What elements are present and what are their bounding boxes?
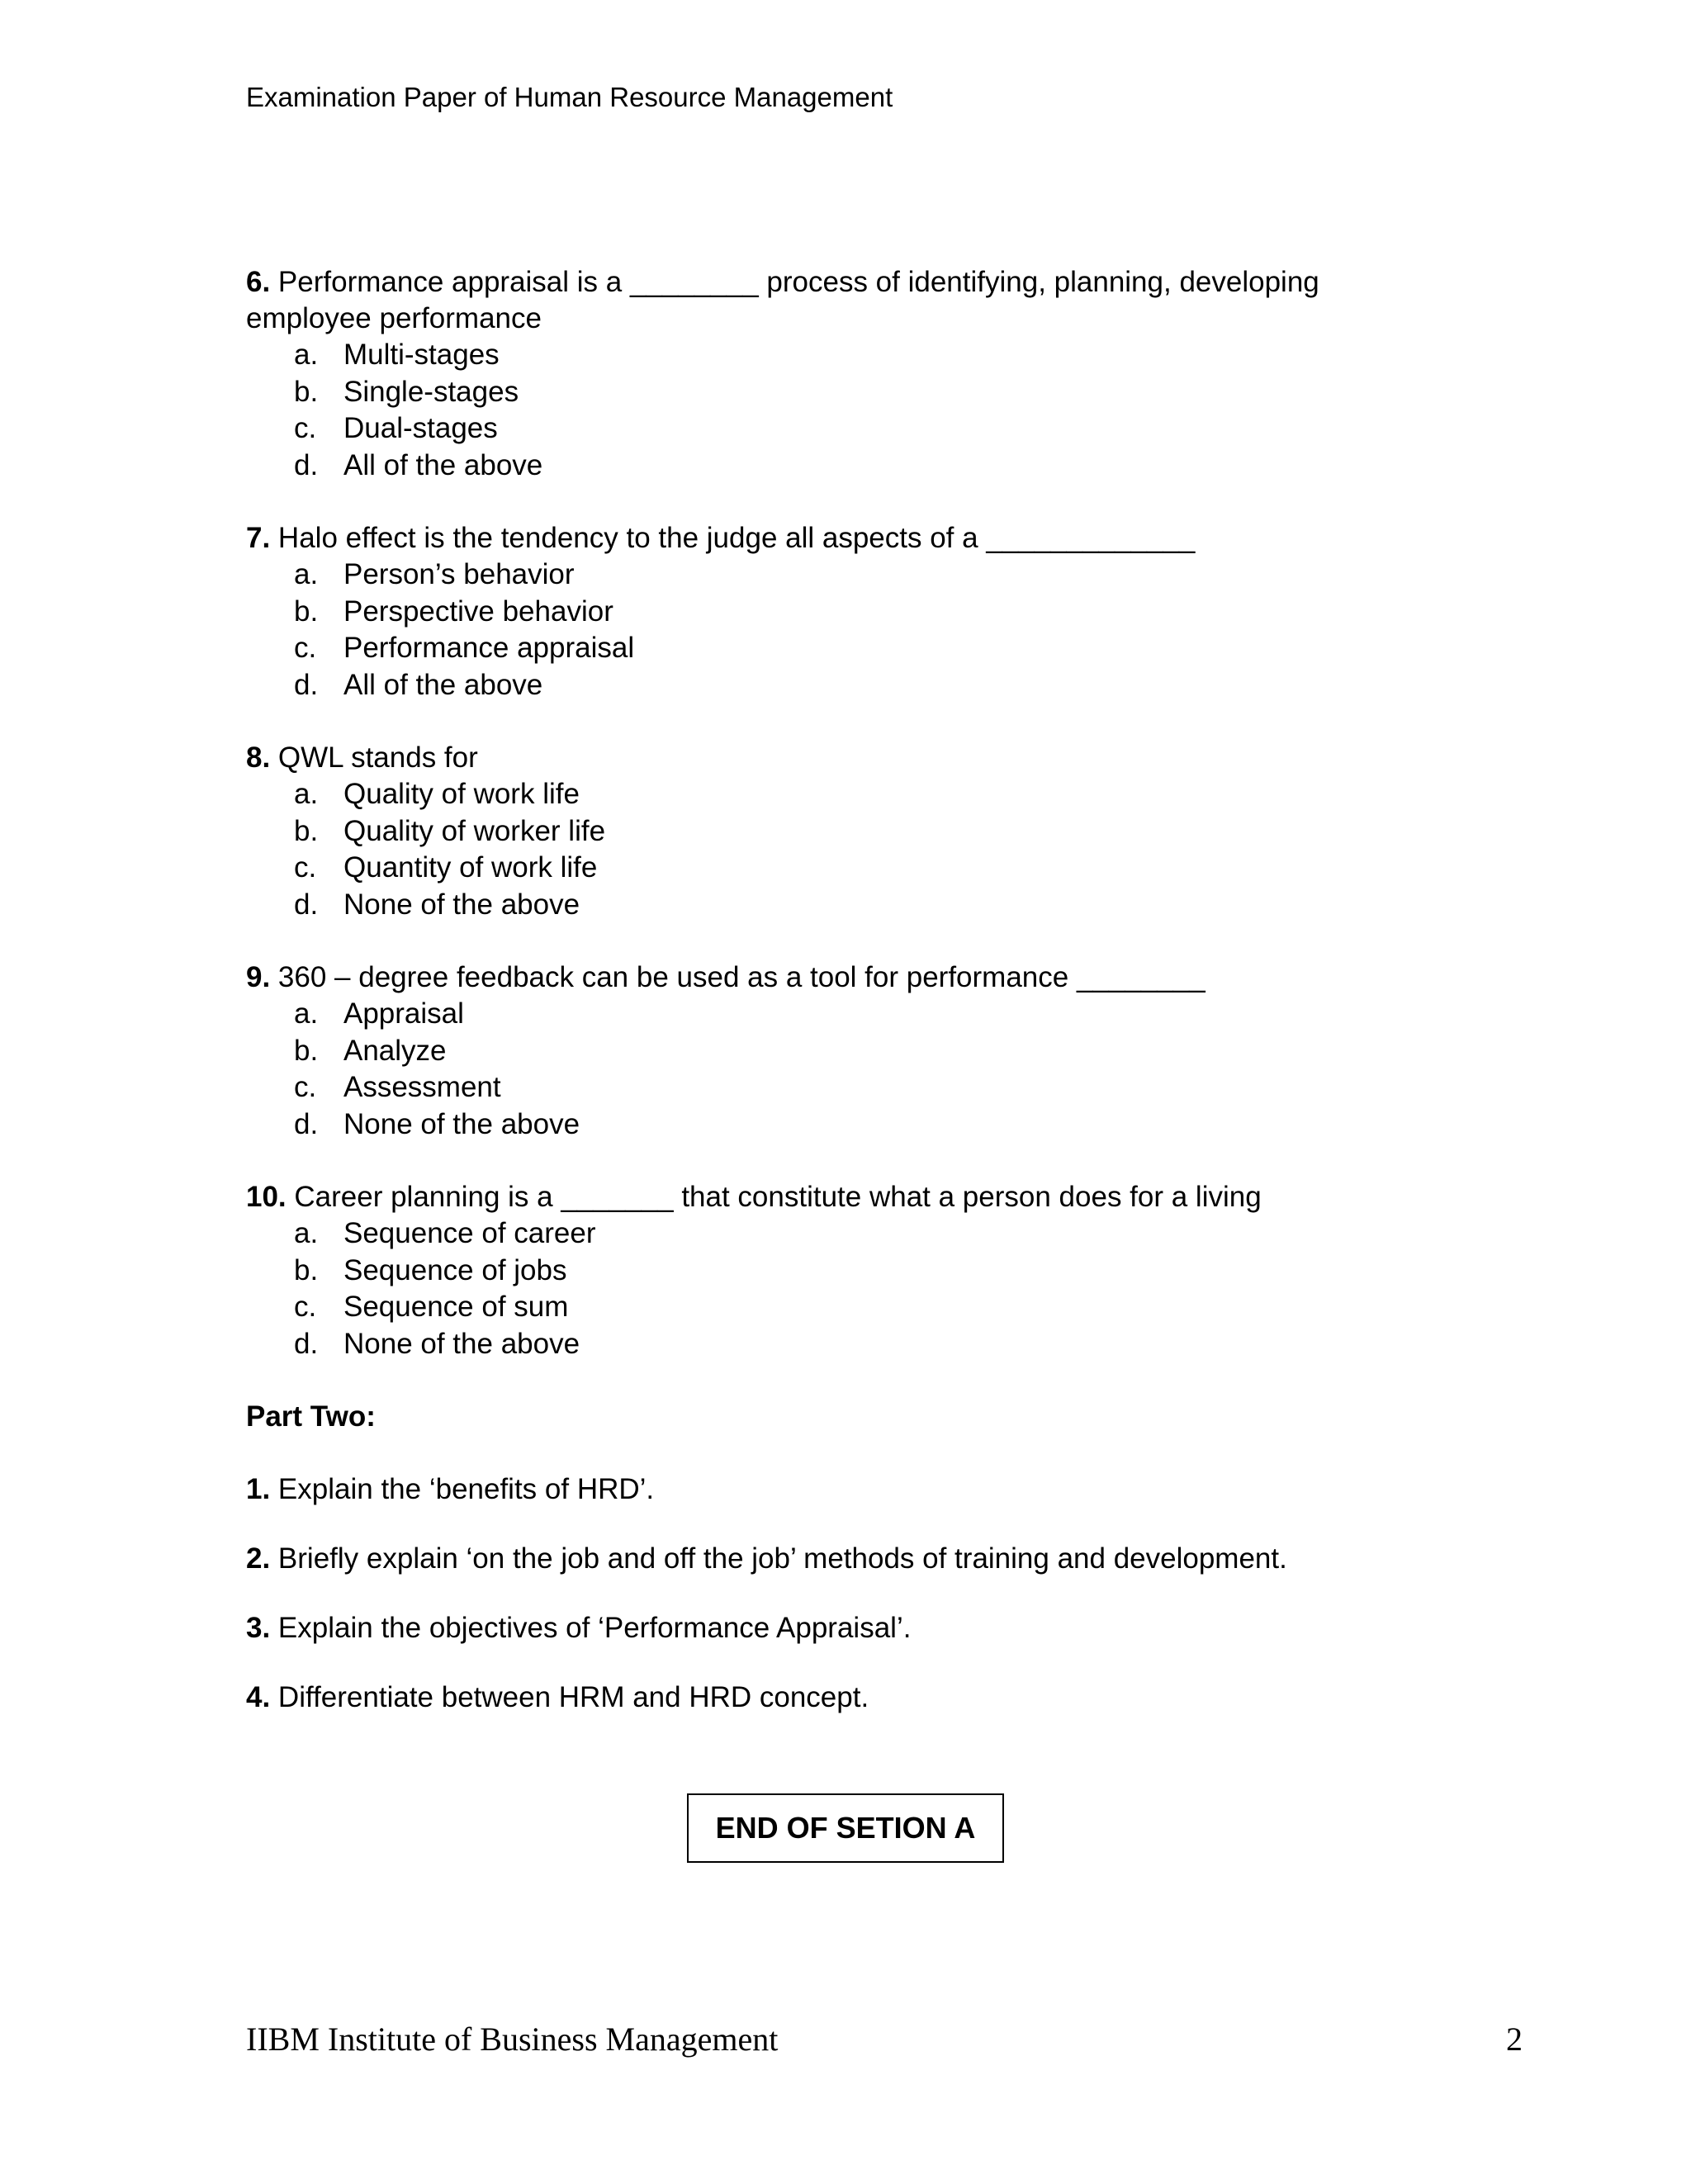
option-text: Appraisal xyxy=(343,997,464,1030)
option-letter: a. xyxy=(294,339,319,371)
item-number: 2. xyxy=(246,1542,271,1575)
option-text: Sequence of career xyxy=(343,1217,596,1249)
option-letter: c. xyxy=(294,632,317,664)
option-letter: a. xyxy=(294,1217,319,1249)
option-item xyxy=(246,337,1419,374)
question-8 xyxy=(246,740,1419,923)
option-text: Performance appraisal xyxy=(343,632,635,664)
question-9 xyxy=(246,959,1419,1143)
option-text: Quality of work life xyxy=(343,778,580,810)
option-item xyxy=(246,1289,1419,1326)
option-letter: a. xyxy=(294,558,319,590)
option-list xyxy=(246,1215,1419,1362)
option-item xyxy=(246,557,1419,594)
option-text: All of the above xyxy=(343,668,543,701)
option-item xyxy=(246,996,1419,1033)
option-text: None of the above xyxy=(343,1107,580,1140)
option-letter: d. xyxy=(294,448,319,481)
option-letter: d. xyxy=(294,1327,319,1360)
option-letter: b. xyxy=(294,814,319,847)
option-text: Sequence of sum xyxy=(343,1291,569,1323)
item-text: Explain the ‘benefits of HRD’. xyxy=(270,1473,655,1505)
question-stem xyxy=(246,264,1419,337)
option-item xyxy=(246,1253,1419,1290)
option-item xyxy=(246,594,1419,631)
option-text: Analyze xyxy=(343,1034,447,1067)
option-text: All of the above xyxy=(343,448,543,481)
option-letter: c. xyxy=(294,1291,317,1323)
option-text: Quality of worker life xyxy=(343,814,606,847)
item-number: 1. xyxy=(246,1473,271,1505)
option-item xyxy=(246,410,1419,448)
option-item xyxy=(246,630,1419,667)
option-letter: d. xyxy=(294,668,319,701)
item-number: 3. xyxy=(246,1612,271,1644)
question-number: 10. xyxy=(246,1181,287,1213)
option-text: None of the above xyxy=(343,888,580,921)
option-item xyxy=(246,1215,1419,1253)
option-list xyxy=(246,776,1419,923)
option-text: None of the above xyxy=(343,1327,580,1360)
question-stem xyxy=(246,1179,1419,1215)
option-item xyxy=(246,1326,1419,1363)
option-letter: c. xyxy=(294,1071,317,1103)
option-text: Quantity of work life xyxy=(343,851,598,884)
option-item xyxy=(246,850,1419,887)
question-stem xyxy=(246,740,1419,776)
option-item xyxy=(246,374,1419,411)
part-two-item-3 xyxy=(246,1610,1419,1646)
option-letter: b. xyxy=(294,595,319,628)
footer-page-number: 2 xyxy=(1506,2021,1523,2058)
exam-content xyxy=(246,264,1419,1749)
option-list xyxy=(246,337,1419,484)
part-two-item-2 xyxy=(246,1541,1419,1577)
question-number: 7. xyxy=(246,522,271,554)
option-letter: d. xyxy=(294,1107,319,1140)
option-letter: b. xyxy=(294,375,319,408)
option-letter: b. xyxy=(294,1034,319,1067)
footer-institute: IIBM Institute of Business Management xyxy=(246,2021,779,2058)
option-letter: c. xyxy=(294,851,317,884)
question-number: 9. xyxy=(246,961,271,993)
option-letter: a. xyxy=(294,997,319,1030)
end-of-section-box: END OF SETION A xyxy=(687,1793,1004,1863)
item-number: 4. xyxy=(246,1681,271,1713)
question-10 xyxy=(246,1179,1419,1362)
option-letter: a. xyxy=(294,778,319,810)
option-letter: c. xyxy=(294,412,317,444)
option-list xyxy=(246,996,1419,1143)
option-text: Sequence of jobs xyxy=(343,1253,567,1286)
question-7 xyxy=(246,520,1419,704)
part-two-item-4 xyxy=(246,1679,1419,1716)
question-stem xyxy=(246,959,1419,996)
question-text: 360 – degree feedback can be used as a tool for performance ________ xyxy=(270,961,1205,993)
question-text: Performance appraisal is a ________ process of identifying, planning, developing employee performance xyxy=(246,266,1319,334)
page-header: Examination Paper of Human Resource Management xyxy=(246,82,893,112)
option-text: Assessment xyxy=(343,1071,501,1103)
option-item xyxy=(246,1106,1419,1144)
part-two-item-1 xyxy=(246,1471,1419,1508)
option-letter: d. xyxy=(294,888,319,921)
item-text: Differentiate between HRM and HRD concept. xyxy=(270,1681,869,1713)
option-list xyxy=(246,557,1419,704)
option-text: Perspective behavior xyxy=(343,595,613,628)
item-text: Briefly explain ‘on the job and off the job’ methods of training and development. xyxy=(270,1542,1287,1575)
option-letter: b. xyxy=(294,1253,319,1286)
option-text: Dual-stages xyxy=(343,412,498,444)
question-number: 8. xyxy=(246,741,271,774)
question-number: 6. xyxy=(246,266,271,298)
option-text: Multi-stages xyxy=(343,339,500,371)
option-item xyxy=(246,448,1419,485)
option-item xyxy=(246,776,1419,813)
question-6 xyxy=(246,264,1419,484)
item-text: Explain the objectives of ‘Performance Appraisal’. xyxy=(270,1612,912,1644)
option-item xyxy=(246,667,1419,704)
option-item xyxy=(246,887,1419,924)
question-stem xyxy=(246,520,1419,557)
question-text: QWL stands for xyxy=(270,741,478,774)
part-two-heading: Part Two: xyxy=(246,1400,376,1433)
option-text: Single-stages xyxy=(343,375,519,408)
option-item xyxy=(246,1069,1419,1106)
option-item xyxy=(246,1033,1419,1070)
question-text: Halo effect is the tendency to the judge all aspects of a _____________ xyxy=(270,522,1196,554)
question-text: Career planning is a _______ that constitute what a person does for a living xyxy=(286,1181,1262,1213)
option-text: Person’s behavior xyxy=(343,558,575,590)
option-item xyxy=(246,813,1419,850)
